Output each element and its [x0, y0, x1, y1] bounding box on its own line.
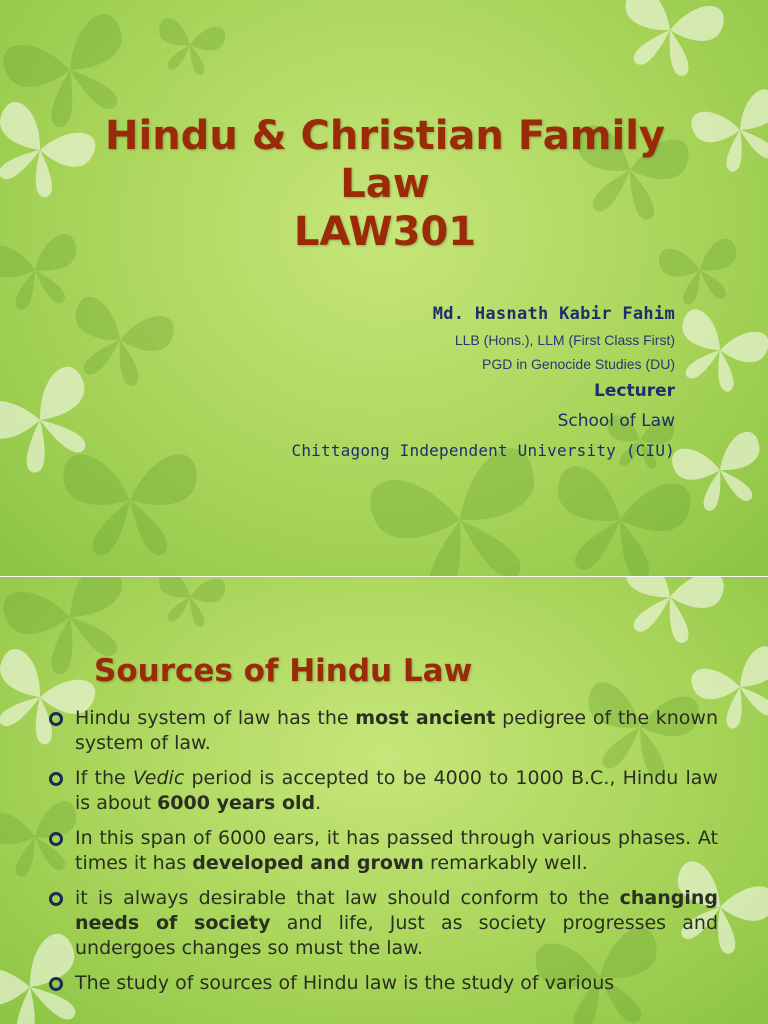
bullet-text: 6000 years old: [157, 792, 316, 814]
author-degree: LLB (Hons.), LLM (First Class First): [454, 332, 675, 348]
title-line-3: LAW301: [293, 209, 477, 255]
bullet-text: most ancient: [355, 707, 496, 729]
bullet-text: In this span of 6000 ears, it has passed through various phases. At times it has: [75, 827, 718, 874]
author-school: School of Law: [557, 411, 675, 431]
bullet-text: changing needs of society: [75, 887, 718, 934]
author-university: Chittagong Independent University (CIU): [291, 441, 675, 460]
bullet-text: Hindu system of law has the: [75, 707, 356, 729]
bullet-text: period is accepted to be 4000 to 1000 B.C., Hindu law is about: [75, 767, 718, 814]
bullet-list: [48, 706, 718, 1006]
bullet-text: and life, Just as society progresses and undergoes changes so must the law.: [75, 912, 719, 959]
author-block: [292, 300, 675, 466]
bullet-item: [48, 706, 718, 756]
bullet-text: The study of sources of Hindu law is the study of various: [75, 972, 615, 994]
title-line-1: Hindu & Christian Family: [105, 113, 665, 159]
bullet-text: Vedic: [132, 767, 185, 789]
bullet-marker-icon: [49, 712, 63, 726]
bullet-marker-icon: [49, 892, 63, 906]
slide-heading: Sources of Hindu Law: [94, 653, 473, 689]
bullet-text: remarkably well.: [423, 852, 588, 874]
author-role: Lecturer: [594, 381, 675, 401]
bullet-item: [48, 886, 718, 961]
bullet-item: [48, 826, 718, 876]
title-line-2: Law: [340, 161, 430, 207]
bullet-text: If the: [75, 767, 133, 789]
slide-title: [60, 112, 710, 256]
bullet-text: developed and grown: [192, 852, 424, 874]
bullet-marker-icon: [49, 977, 63, 991]
bullet-text: it is always desirable that law should conform to the: [75, 887, 620, 909]
bullet-text: .: [315, 792, 322, 814]
bullet-marker-icon: [49, 832, 63, 846]
bullet-text: pedigree of the known system of law.: [75, 707, 719, 754]
bullet-marker-icon: [49, 772, 63, 786]
bullet-item: [48, 766, 718, 816]
bullet-item: [48, 971, 718, 996]
author-name: Md. Hasnath Kabir Fahim: [432, 304, 675, 324]
author-pgd: PGD in Genocide Studies (DU): [482, 356, 675, 372]
